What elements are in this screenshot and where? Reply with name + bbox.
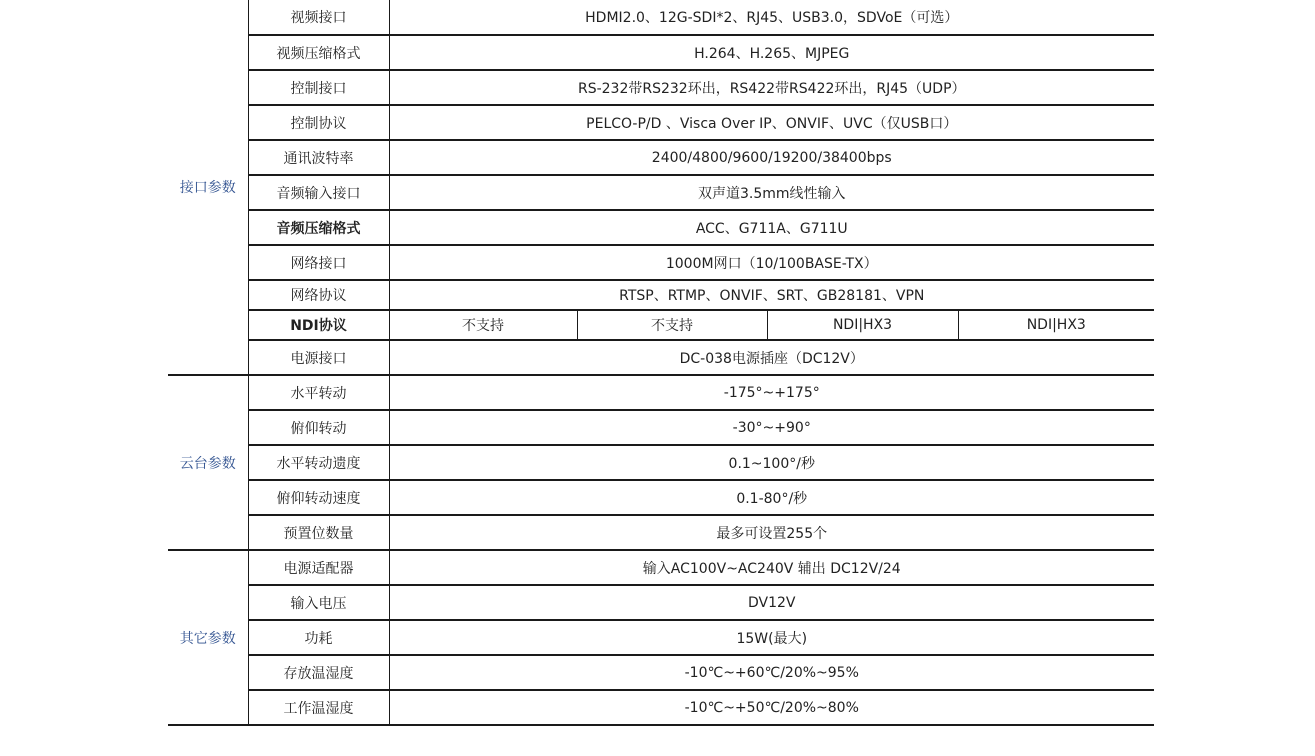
table-row — [168, 515, 1154, 550]
row-value: 最多可设置255个 — [389, 515, 1154, 550]
ndi-value-3: NDI|HX3 — [767, 310, 958, 340]
table-row — [168, 550, 1154, 585]
row-value: ACC、G711A、G711U — [389, 210, 1154, 245]
row-value: 0.1~100°/秒 — [389, 445, 1154, 480]
ndi-value-2: 不支持 — [577, 310, 767, 340]
row-label: 功耗 — [248, 620, 389, 655]
row-value: 双声道3.5mm线性输入 — [389, 175, 1154, 210]
row-label: NDI协议 — [248, 310, 389, 340]
row-label: 音频压缩格式 — [248, 210, 389, 245]
table-row — [168, 310, 1154, 340]
row-value: RTSP、RTMP、ONVIF、SRT、GB28181、VPN — [389, 280, 1154, 310]
row-label: 水平转动 — [248, 375, 389, 410]
table-row — [168, 480, 1154, 515]
row-label: 视频压缩格式 — [248, 35, 389, 70]
row-value: -10℃~+60℃/20%~95% — [389, 655, 1154, 690]
ndi-value-1: 不支持 — [389, 310, 577, 340]
table-row — [168, 340, 1154, 375]
row-label: 网络协议 — [248, 280, 389, 310]
row-label: 音频输入接口 — [248, 175, 389, 210]
row-label: 俯仰转动速度 — [248, 480, 389, 515]
table-row — [168, 0, 1154, 35]
row-value: 0.1-80°/秒 — [389, 480, 1154, 515]
row-label: 预置位数量 — [248, 515, 389, 550]
row-label: 控制接口 — [248, 70, 389, 105]
row-label: 存放温湿度 — [248, 655, 389, 690]
row-value: 1000M网口（10/100BASE-TX） — [389, 245, 1154, 280]
row-value: 15W(最大) — [389, 620, 1154, 655]
ndi-value-4: NDI|HX3 — [958, 310, 1154, 340]
row-value: H.264、H.265、MJPEG — [389, 35, 1154, 70]
row-value: DC-038电源插座（DC12V） — [389, 340, 1154, 375]
group-label: 云台参数 — [168, 375, 248, 550]
group-label: 接口参数 — [168, 0, 248, 375]
row-label: 网络接口 — [248, 245, 389, 280]
row-value: RS-232带RS232环出，RS422带RS422环出，RJ45（UDP） — [389, 70, 1154, 105]
table-row — [168, 690, 1154, 725]
table-row — [168, 35, 1154, 70]
row-label: 控制协议 — [248, 105, 389, 140]
row-value: DV12V — [389, 585, 1154, 620]
table-row — [168, 655, 1154, 690]
table-row — [168, 280, 1154, 310]
row-value: -10℃~+50℃/20%~80% — [389, 690, 1154, 725]
row-label: 工作温湿度 — [248, 690, 389, 725]
spec-table-body — [168, 0, 1154, 725]
spec-table — [168, 0, 1154, 726]
row-value: 2400/4800/9600/19200/38400bps — [389, 140, 1154, 175]
table-row — [168, 620, 1154, 655]
row-value: -175°~+175° — [389, 375, 1154, 410]
row-label: 水平转动遗度 — [248, 445, 389, 480]
table-row — [168, 140, 1154, 175]
row-value: PELCO-P/D 、Visca Over IP、ONVIF、UVC（仅USB口） — [389, 105, 1154, 140]
table-row — [168, 105, 1154, 140]
group-label: 其它参数 — [168, 550, 248, 725]
row-value: -30°~+90° — [389, 410, 1154, 445]
row-value: HDMI2.0、12G-SDI*2、RJ45、USB3.0，SDVoE（可选） — [389, 0, 1154, 35]
table-row — [168, 410, 1154, 445]
table-row — [168, 445, 1154, 480]
table-row — [168, 70, 1154, 105]
table-row — [168, 375, 1154, 410]
row-label: 电源适配器 — [248, 550, 389, 585]
table-row — [168, 585, 1154, 620]
row-label: 通讯波特率 — [248, 140, 389, 175]
row-label: 输入电压 — [248, 585, 389, 620]
table-row — [168, 175, 1154, 210]
table-row — [168, 210, 1154, 245]
row-label: 俯仰转动 — [248, 410, 389, 445]
table-row — [168, 245, 1154, 280]
row-label: 视频接口 — [248, 0, 389, 35]
row-value: 输入AC100V~AC240V 辅出 DC12V/24 — [389, 550, 1154, 585]
row-label: 电源接口 — [248, 340, 389, 375]
